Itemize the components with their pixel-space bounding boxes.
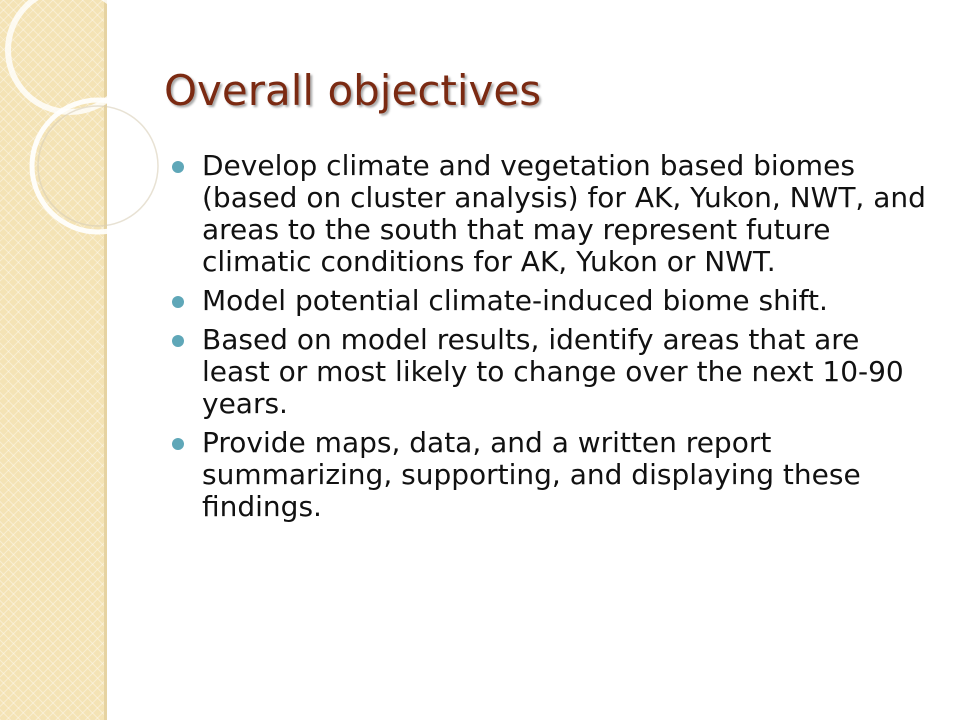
list-item [172,324,932,420]
bullet-text: Provide maps, data, and a written report summarizing, supporting, and displaying these findings. [202,426,861,523]
bullet-icon [172,161,184,173]
decorative-circle-large [8,0,132,112]
list-item [172,427,932,523]
slide-title: Overall objectives [164,66,542,115]
bullet-icon [172,438,184,450]
objectives-list [172,150,932,530]
bullet-icon [172,296,184,308]
decorative-circles [0,0,200,300]
bullet-icon [172,335,184,347]
decorative-circle-inner [38,106,158,226]
decorative-circle-medium [32,100,164,232]
list-item [172,150,932,278]
bullet-text: Develop climate and vegetation based biomes (based on cluster analysis) for AK, Yukon, NWT, and areas to the south that may represent future climatic conditions for AK, Yukon or NWT. [202,149,926,278]
bullet-text: Model potential climate-induced biome shift. [202,284,828,317]
bullet-text: Based on model results, identify areas that are least or most likely to change over the next 10-90 years. [202,323,904,420]
list-item [172,285,932,317]
